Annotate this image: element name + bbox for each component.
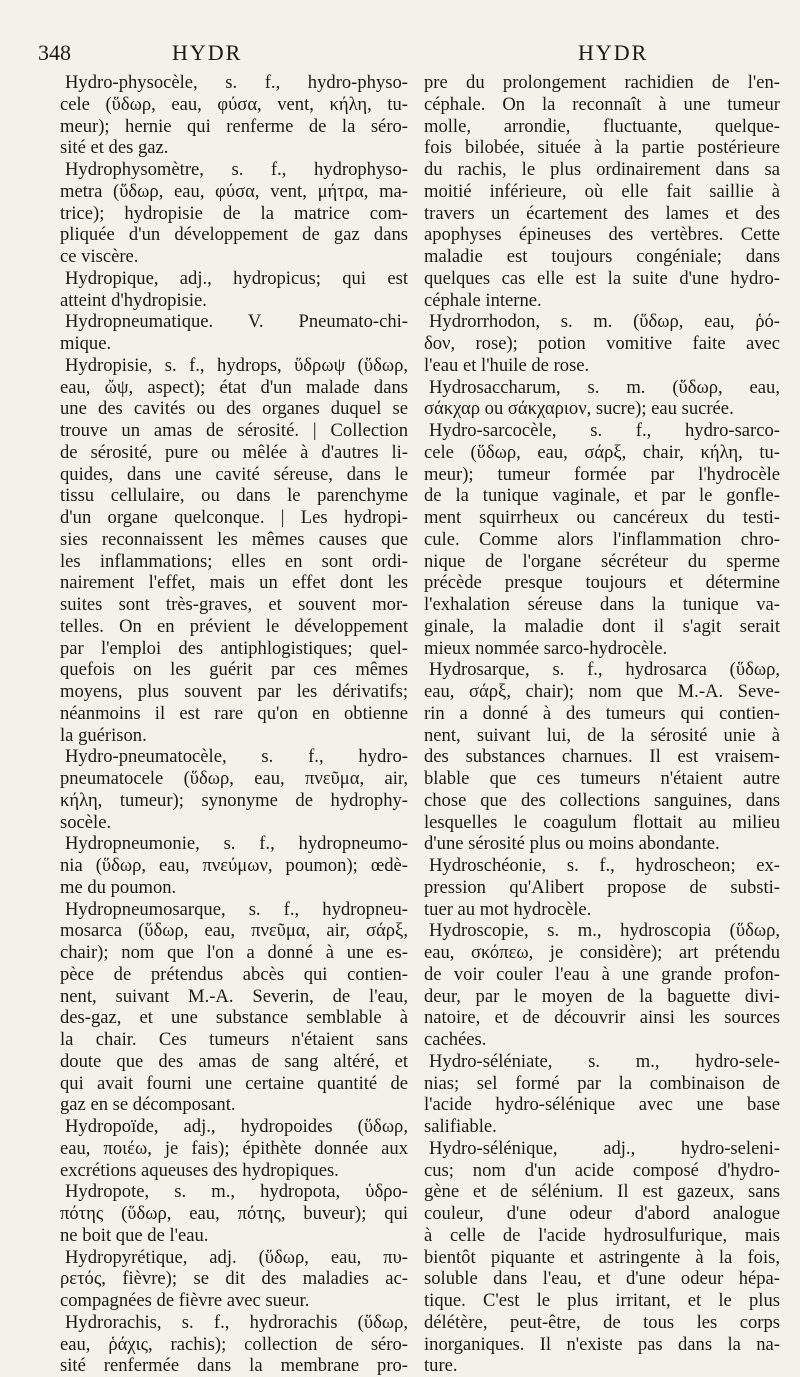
text-line: néanmoins il est rare qu'on en obtienne (60, 702, 408, 724)
text-line: meur); hernie qui renferme de la séro- (60, 115, 408, 137)
text-line: excrétions aqueuses des hydropiques. (60, 1159, 339, 1181)
text-line: Hydro-séléniate, s. m., hydro-sele- (429, 1050, 780, 1072)
text-line: σάκχαρ ou σάκχαριον, sucre); eau sucrée. (424, 398, 734, 420)
text-line: moyens, plus souvent par les dérivatifs; (60, 681, 408, 702)
text-line: quefois on les guérit par ces mêmes (60, 659, 408, 681)
text-line: ρετός, fièvre); se dit des maladies ac- (60, 1268, 408, 1290)
text-line: délétère, peut-être, de tous les corps (424, 1311, 780, 1333)
text-line: des substances charnues. Il est vraisem- (424, 746, 780, 768)
text-line: eau, σάρξ, chair); nom que M.-A. Seve- (424, 681, 780, 702)
text-line: des-gaz, et une substance semblable à (60, 1007, 408, 1029)
right-column (424, 72, 780, 1377)
text-line: d'un organe quelconque. | Les hydropi- (60, 507, 408, 528)
text-line: Hydrorachis, s. f., hydrorachis (ὕδωρ, (65, 1311, 408, 1333)
text-line: salifiable. (424, 1116, 497, 1137)
text-line: apophyses épineuses des vertèbres. Cette (424, 224, 780, 246)
text-line: l'eau et l'huile de rose. (424, 354, 590, 376)
text-line: soluble dans l'eau, et d'une odeur hépa- (424, 1268, 780, 1290)
text-line: ginale, la maladie dont il s'agit serait (424, 615, 780, 637)
text-line: pèce de prétendus abcès qui contien- (60, 963, 408, 985)
text-line: céphale interne. (424, 289, 542, 311)
text-line: les inflammations; elles en sont ordi- (60, 550, 408, 572)
text-line: travers un écartement des lames et des (424, 202, 780, 224)
text-line: natoire, et de découvrir ainsi les sources (424, 1007, 780, 1029)
text-line: de la tunique vaginale, et par le gonfle- (424, 485, 780, 507)
text-line: eau, ποιέω, je fais); épithète donnée aux (60, 1137, 408, 1159)
text-line: Hydroschéonie, s. f., hydroscheon; ex- (429, 855, 780, 876)
text-line: eau, σκόπεω, je considère); art prétendu (424, 942, 780, 963)
text-line: d'une sérosité plus ou moins abondante. (424, 833, 720, 855)
text-line: rin a donné à des tumeurs qui contien- (424, 702, 780, 724)
text-line: Hydropisie, s. f., hydrops, ὕδρωψ (ὕδωρ, (65, 354, 408, 376)
text-line: ne boit que de l'eau. (60, 1224, 209, 1246)
text-line: lesquelles le coagulum flottait au milieu (424, 811, 780, 833)
text-line: telles. On en prévient le développement (60, 615, 408, 637)
text-line: couleur, d'une odeur d'abord analogue (424, 1203, 780, 1224)
text-line: l'exhalation séreuse dans la tunique va- (424, 594, 780, 615)
text-line: quelques cas elle est la suite d'une hydro- (424, 267, 780, 289)
text-line: tique. C'est le plus irritant, et le plus (424, 1290, 780, 1311)
text-line: trouve un amas de sérosité. | Collection (60, 420, 408, 441)
text-line: mieux nommée sarco-hydrocèle. (424, 637, 668, 659)
text-line: doute que des amas de sang altéré, et (60, 1050, 408, 1072)
text-line: la guérison. (60, 724, 147, 746)
text-line: eau, ὤψ, aspect); état d'un malade dans (60, 376, 408, 398)
text-line: par l'emploi des antiphlogistiques; quel- (60, 637, 408, 659)
text-line: Hydroscopie, s. m., hydroscopia (ὕδωρ, (429, 920, 780, 942)
text-line: nent, suivant lui, de la sérosité unie à (424, 724, 780, 746)
text-line: eau, ῥάχις, rachis); collection de séro- (60, 1333, 408, 1355)
text-line: cachées. (424, 1029, 487, 1050)
text-line: cele (ὕδωρ, eau, σάρξ, chair, κήλη, tu- (424, 441, 780, 463)
text-line: inorganiques. Il n'existe pas dans la na- (424, 1333, 780, 1355)
text-line: κήλη, tumeur); synonyme de hydrophy- (60, 789, 408, 811)
text-line: céphale. On la reconnaît à une tumeur (424, 93, 780, 115)
running-head-left: HYDR (172, 40, 243, 65)
text-line: sies reconnaissent les mêmes causes que (60, 528, 408, 550)
text-line: chair); nom que l'on a donné à une es- (60, 942, 408, 963)
text-line: Hydropique, adj., hydropicus; qui est (65, 267, 408, 289)
text-line: chose que des collections sanguines, dans (424, 789, 780, 811)
text-line: socèle. (60, 811, 112, 833)
text-line: Hydrosarque, s. f., hydrosarca (ὕδωρ, (429, 659, 780, 681)
text-line: Hydropyrétique, adj. (ὕδωρ, eau, πυ- (65, 1246, 408, 1268)
text-line: compagnées de fièvre avec sueur. (60, 1290, 310, 1311)
text-line: Hydropneumatique. V. Pneumato-chi- (65, 311, 408, 333)
text-line: bientôt piquante et astringente à la fois, (424, 1246, 780, 1268)
text-line: Hydrorrhodon, s. m. (ὕδωρ, eau, ῥό- (429, 311, 780, 333)
left-column (60, 72, 408, 1377)
text-line: moitié inférieure, où elle fait saillie à (424, 180, 780, 202)
text-line: ture. (424, 1355, 458, 1377)
text-line: Hydro-pneumatocèle, s. f., hydro- (65, 746, 408, 768)
text-line: pression qu'Alibert propose de substi- (424, 876, 780, 898)
text-line: fois bilobée, située à la partie postérieure (424, 137, 780, 159)
text-line: précède presque toujours et détermine (424, 572, 780, 594)
text-line: suites sont très-graves, et souvent mor- (60, 594, 408, 615)
text-line: cule. Comme alors l'inflammation chro- (424, 528, 780, 550)
text-line: la chair. Ces tumeurs n'étaient sans (60, 1029, 408, 1050)
text-line: Hydropneumonie, s. f., hydropneumo- (65, 833, 408, 855)
text-line: pneumatocele (ὕδωρ, eau, πνεῦμα, air, (60, 768, 408, 789)
text-line: Hydro-physocèle, s. f., hydro-physo- (65, 72, 408, 93)
text-line: blable que ces tumeurs n'étaient autre (424, 768, 780, 789)
text-line: nia (ὕδωρ, eau, πνεύμων, poumon); œdè- (60, 855, 408, 876)
text-line: pre du prolongement rachidien de l'en- (424, 72, 780, 93)
text-line: metra (ὕδωρ, eau, φύσα, vent, μήτρα, ma- (60, 180, 408, 202)
text-line: du rachis, le plus ordinairement dans sa (424, 159, 780, 180)
text-line: deur, par le moyen de la baguette divi- (424, 985, 780, 1007)
text-line: de sérosité, pure ou mêlée à d'autres li- (60, 441, 408, 463)
text-line: à celle de l'acide hydrosulfurique, mais (424, 1224, 780, 1246)
text-line: cus; nom d'un acide composé d'hydro- (424, 1159, 780, 1181)
text-line: nique de l'organe sécréteur du sperme (424, 550, 780, 572)
text-line: δον, rose); potion vomitive faite avec (424, 333, 780, 354)
text-line: gène et de sélénium. Il est gazeux, sans (424, 1181, 780, 1203)
text-line: Hydrophysomètre, s. f., hydrophyso- (65, 159, 408, 180)
text-line: meur); tumeur formée par l'hydrocèle (424, 463, 780, 485)
text-line: gaz en se décomposant. (60, 1094, 236, 1116)
text-line: ment squirrheux ou cancéreux du testi- (424, 507, 780, 528)
text-line: Hydro-sélénique, adj., hydro-seleni- (429, 1137, 780, 1159)
text-line: mique. (60, 333, 112, 354)
text-line: πότης (ὕδωρ, eau, πότης, buveur); qui (60, 1203, 408, 1224)
text-line: Hydropote, s. m., hydropota, ὑδρο- (65, 1181, 408, 1203)
text-line: Hydropoïde, adj., hydropoides (ὕδωρ, (65, 1116, 408, 1137)
text-line: ce viscère. (60, 246, 139, 267)
running-head-right: HYDR (578, 40, 649, 65)
text-line: Hydropneumosarque, s. f., hydropneu- (65, 898, 408, 920)
text-line: nairement l'effet, mais un effet dont les (60, 572, 408, 594)
text-line: l'acide hydro-sélénique avec une base (424, 1094, 780, 1116)
text-line: tissu cellulaire, ou dans le parenchyme (60, 485, 408, 507)
text-line: nent, suivant M.-A. Severin, de l'eau, (60, 985, 408, 1007)
text-line: sité et des gaz. (60, 137, 169, 159)
text-line: Hydro-sarcocèle, s. f., hydro-sarco- (429, 420, 780, 441)
text-line: trice); hydropisie de la matrice com- (60, 202, 408, 224)
text-line: une des cavités ou des organes duquel se (60, 398, 408, 420)
page-number: 348 (38, 40, 71, 65)
text-line: cele (ὕδωρ, eau, φύσα, vent, κήλη, tu- (60, 93, 408, 115)
text-line: sité renfermée dans la membrane pro- (60, 1355, 408, 1377)
text-line: quides, dans une cavité séreuse, dans le (60, 463, 408, 485)
text-line: molle, arrondie, fluctuante, quelque- (424, 115, 780, 137)
text-line: atteint d'hydropisie. (60, 289, 207, 311)
text-line: mosarca (ὕδωρ, eau, πνεῦμα, air, σάρξ, (60, 920, 408, 942)
text-line: Hydrosaccharum, s. m. (ὕδωρ, eau, (429, 376, 780, 398)
text-line: nias; sel formé par la combinaison de (424, 1072, 780, 1094)
text-line: qui avait fourni une certaine quantité de (60, 1072, 408, 1094)
text-line: me du poumon. (60, 876, 177, 898)
text-line: pliquée d'un développement de gaz dans (60, 224, 408, 246)
text-line: maladie est toujours congéniale; dans (424, 246, 780, 267)
text-line: de voir couler l'eau à une grande profon- (424, 963, 780, 985)
text-line: tuer au mot hydrocèle. (424, 898, 592, 920)
